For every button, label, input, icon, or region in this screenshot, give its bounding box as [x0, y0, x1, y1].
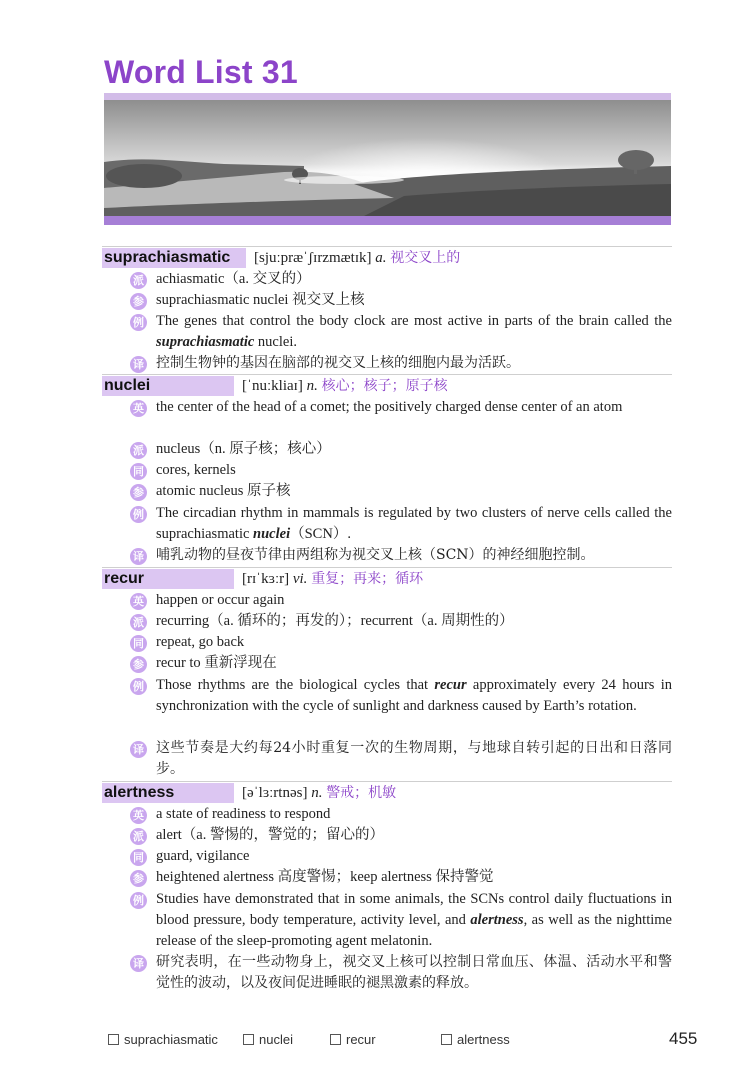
reference-icon: 参 [130, 656, 147, 673]
derivative-icon: 派 [130, 828, 147, 845]
definition: 警戒；机敏 [326, 785, 397, 801]
footer-label: recur [346, 1032, 376, 1047]
translation-icon: 译 [130, 356, 147, 373]
definition: 视交叉上的 [390, 250, 461, 266]
derivative-icon: 派 [130, 272, 147, 289]
translation-icon: 译 [130, 741, 147, 758]
translation-text: 哺乳动物的昼夜节律由两组称为视交叉上核（SCN）的神经细胞控制。 [156, 547, 595, 563]
entry-header-alertness [102, 781, 672, 803]
example-sentence [156, 675, 672, 717]
entry-phonetic [242, 375, 448, 397]
reference-icon: 参 [130, 293, 147, 310]
footer-checkbox-suprachiasmatic[interactable] [108, 1032, 218, 1047]
example-icon: 例 [130, 892, 147, 909]
synonym-text: cores, kernels [156, 462, 236, 478]
entry-header-nuclei [102, 374, 672, 396]
example-keyword: suprachiasmatic [156, 334, 255, 350]
translation-icon: 译 [130, 548, 147, 565]
checkbox-icon [330, 1034, 341, 1045]
example-text-a: Studies have demonstrated that in some animals, the SCNs control daily fluctuations in blood pressure, body temperature, activity level, and [156, 891, 672, 928]
translation-text: 研究表明，在一些动物身上，视交叉上核可以控制日常血压、体温、活动水平和警觉性的波动，以及夜间促进睡眠的褪黑激素的释放。 [156, 954, 672, 991]
english-def-icon: 英 [130, 400, 147, 417]
checkbox-icon [441, 1034, 452, 1045]
example-text-b: , as well as the nighttime release of the sleep-promoting agent melatonin. [156, 912, 672, 949]
landscape-image [104, 100, 671, 216]
synonym-text: repeat, go back [156, 634, 245, 650]
english-def-icon: 英 [130, 807, 147, 824]
english-def-text: a state of readiness to respond [156, 806, 331, 822]
example-text-a: The circadian rhythm in mammals is regulated by two clusters of nerve cells called the suprachiasmatic [156, 505, 672, 542]
headword: recur [102, 569, 234, 589]
translation-text: 控制生物钟的基因在脑部的视交叉上核的细胞内最为活跃。 [156, 355, 520, 371]
part-of-speech: vi. [292, 571, 308, 587]
example-sentence [156, 311, 672, 353]
phonetic: [rɪˈkɜːr] [242, 571, 290, 587]
derivative-icon: 派 [130, 442, 147, 459]
entry-phonetic [242, 568, 423, 590]
definition: 重复；再来；循环 [311, 571, 424, 587]
checkbox-icon [243, 1034, 254, 1045]
synonym-icon: 同 [130, 463, 147, 480]
headword: suprachiasmatic [102, 248, 246, 268]
part-of-speech: n. [311, 785, 323, 801]
headword: nuclei [102, 376, 234, 396]
footer-checkbox-recur[interactable] [330, 1032, 376, 1047]
entry-header-suprachiasmatic [102, 246, 672, 268]
entry-phonetic [254, 247, 460, 269]
example-sentence [156, 503, 672, 545]
translation-text: 这些节奏是大约每24小时重复一次的生物周期，与地球自转引起的日出和日落同步。 [156, 740, 672, 777]
phonetic: [əˈlɜːrtnəs] [242, 785, 308, 801]
entry-phonetic [242, 782, 396, 804]
phonetic: [sjuːpræˈʃɪrzmætɪk] [254, 250, 372, 266]
footer-checkbox-nuclei[interactable] [243, 1032, 293, 1047]
checkbox-icon [108, 1034, 119, 1045]
example-icon: 例 [130, 678, 147, 695]
example-keyword: recur [434, 677, 467, 693]
reference-text: recur to 重新浮现在 [156, 655, 277, 671]
english-def-text: happen or occur again [156, 592, 285, 608]
derivative-icon: 派 [130, 614, 147, 631]
reference-text: atomic nucleus 原子核 [156, 483, 291, 499]
reference-icon: 参 [130, 484, 147, 501]
entry-header-recur [102, 567, 672, 589]
page-title: Word List 31 [104, 54, 298, 90]
footer-checkbox-alertness[interactable] [441, 1032, 510, 1047]
example-text-a: The genes that control the body clock are most active in parts of the brain called the [156, 313, 672, 329]
english-def-text: the center of the head of a comet; the positively charged dense center of an atom [156, 399, 623, 415]
image-underline [104, 216, 671, 225]
synonym-icon: 同 [130, 849, 147, 866]
example-keyword: nuclei [253, 526, 291, 542]
english-def-icon: 英 [130, 593, 147, 610]
example-icon: 例 [130, 314, 147, 331]
derivative-text: recurring（a. 循环的；再发的）；recurrent（a. 周期性的） [156, 613, 514, 629]
headword: alertness [102, 783, 234, 803]
derivative-text: nucleus（n. 原子核；核心） [156, 441, 331, 457]
synonym-text: guard, vigilance [156, 848, 250, 864]
phonetic: [ˈnuːkliaɪ] [242, 378, 303, 394]
footer-label: suprachiasmatic [124, 1032, 218, 1047]
example-text-b: （SCN）. [290, 526, 351, 542]
reference-text: heightened alertness 高度警惕；keep alertness 保持警觉 [156, 869, 494, 885]
example-text-b: approximately every 24 hours in synchronization with the cycle of sunlight and darkness caused by Earth’s rotation. [156, 677, 673, 714]
page-number: 455 [669, 1029, 698, 1048]
example-sentence [156, 889, 672, 952]
synonym-icon: 同 [130, 635, 147, 652]
part-of-speech: n. [306, 378, 318, 394]
reference-text: suprachiasmatic nuclei 视交叉上核 [156, 292, 365, 308]
derivative-text: achiasmatic（a. 交叉的） [156, 271, 311, 287]
title-divider [104, 93, 671, 100]
example-text-a: Those rhythms are the biological cycles that [156, 677, 435, 693]
part-of-speech: a. [375, 250, 387, 266]
footer-label: nuclei [259, 1032, 293, 1047]
reference-icon: 参 [130, 870, 147, 887]
example-keyword: alertness [470, 912, 524, 928]
derivative-text: alert（a. 警惕的，警觉的；留心的） [156, 827, 384, 843]
footer-label: alertness [457, 1032, 510, 1047]
translation-icon: 译 [130, 955, 147, 972]
example-text-b: nuclei. [254, 334, 297, 350]
definition: 核心；核子；原子核 [321, 378, 448, 394]
example-icon: 例 [130, 506, 147, 523]
